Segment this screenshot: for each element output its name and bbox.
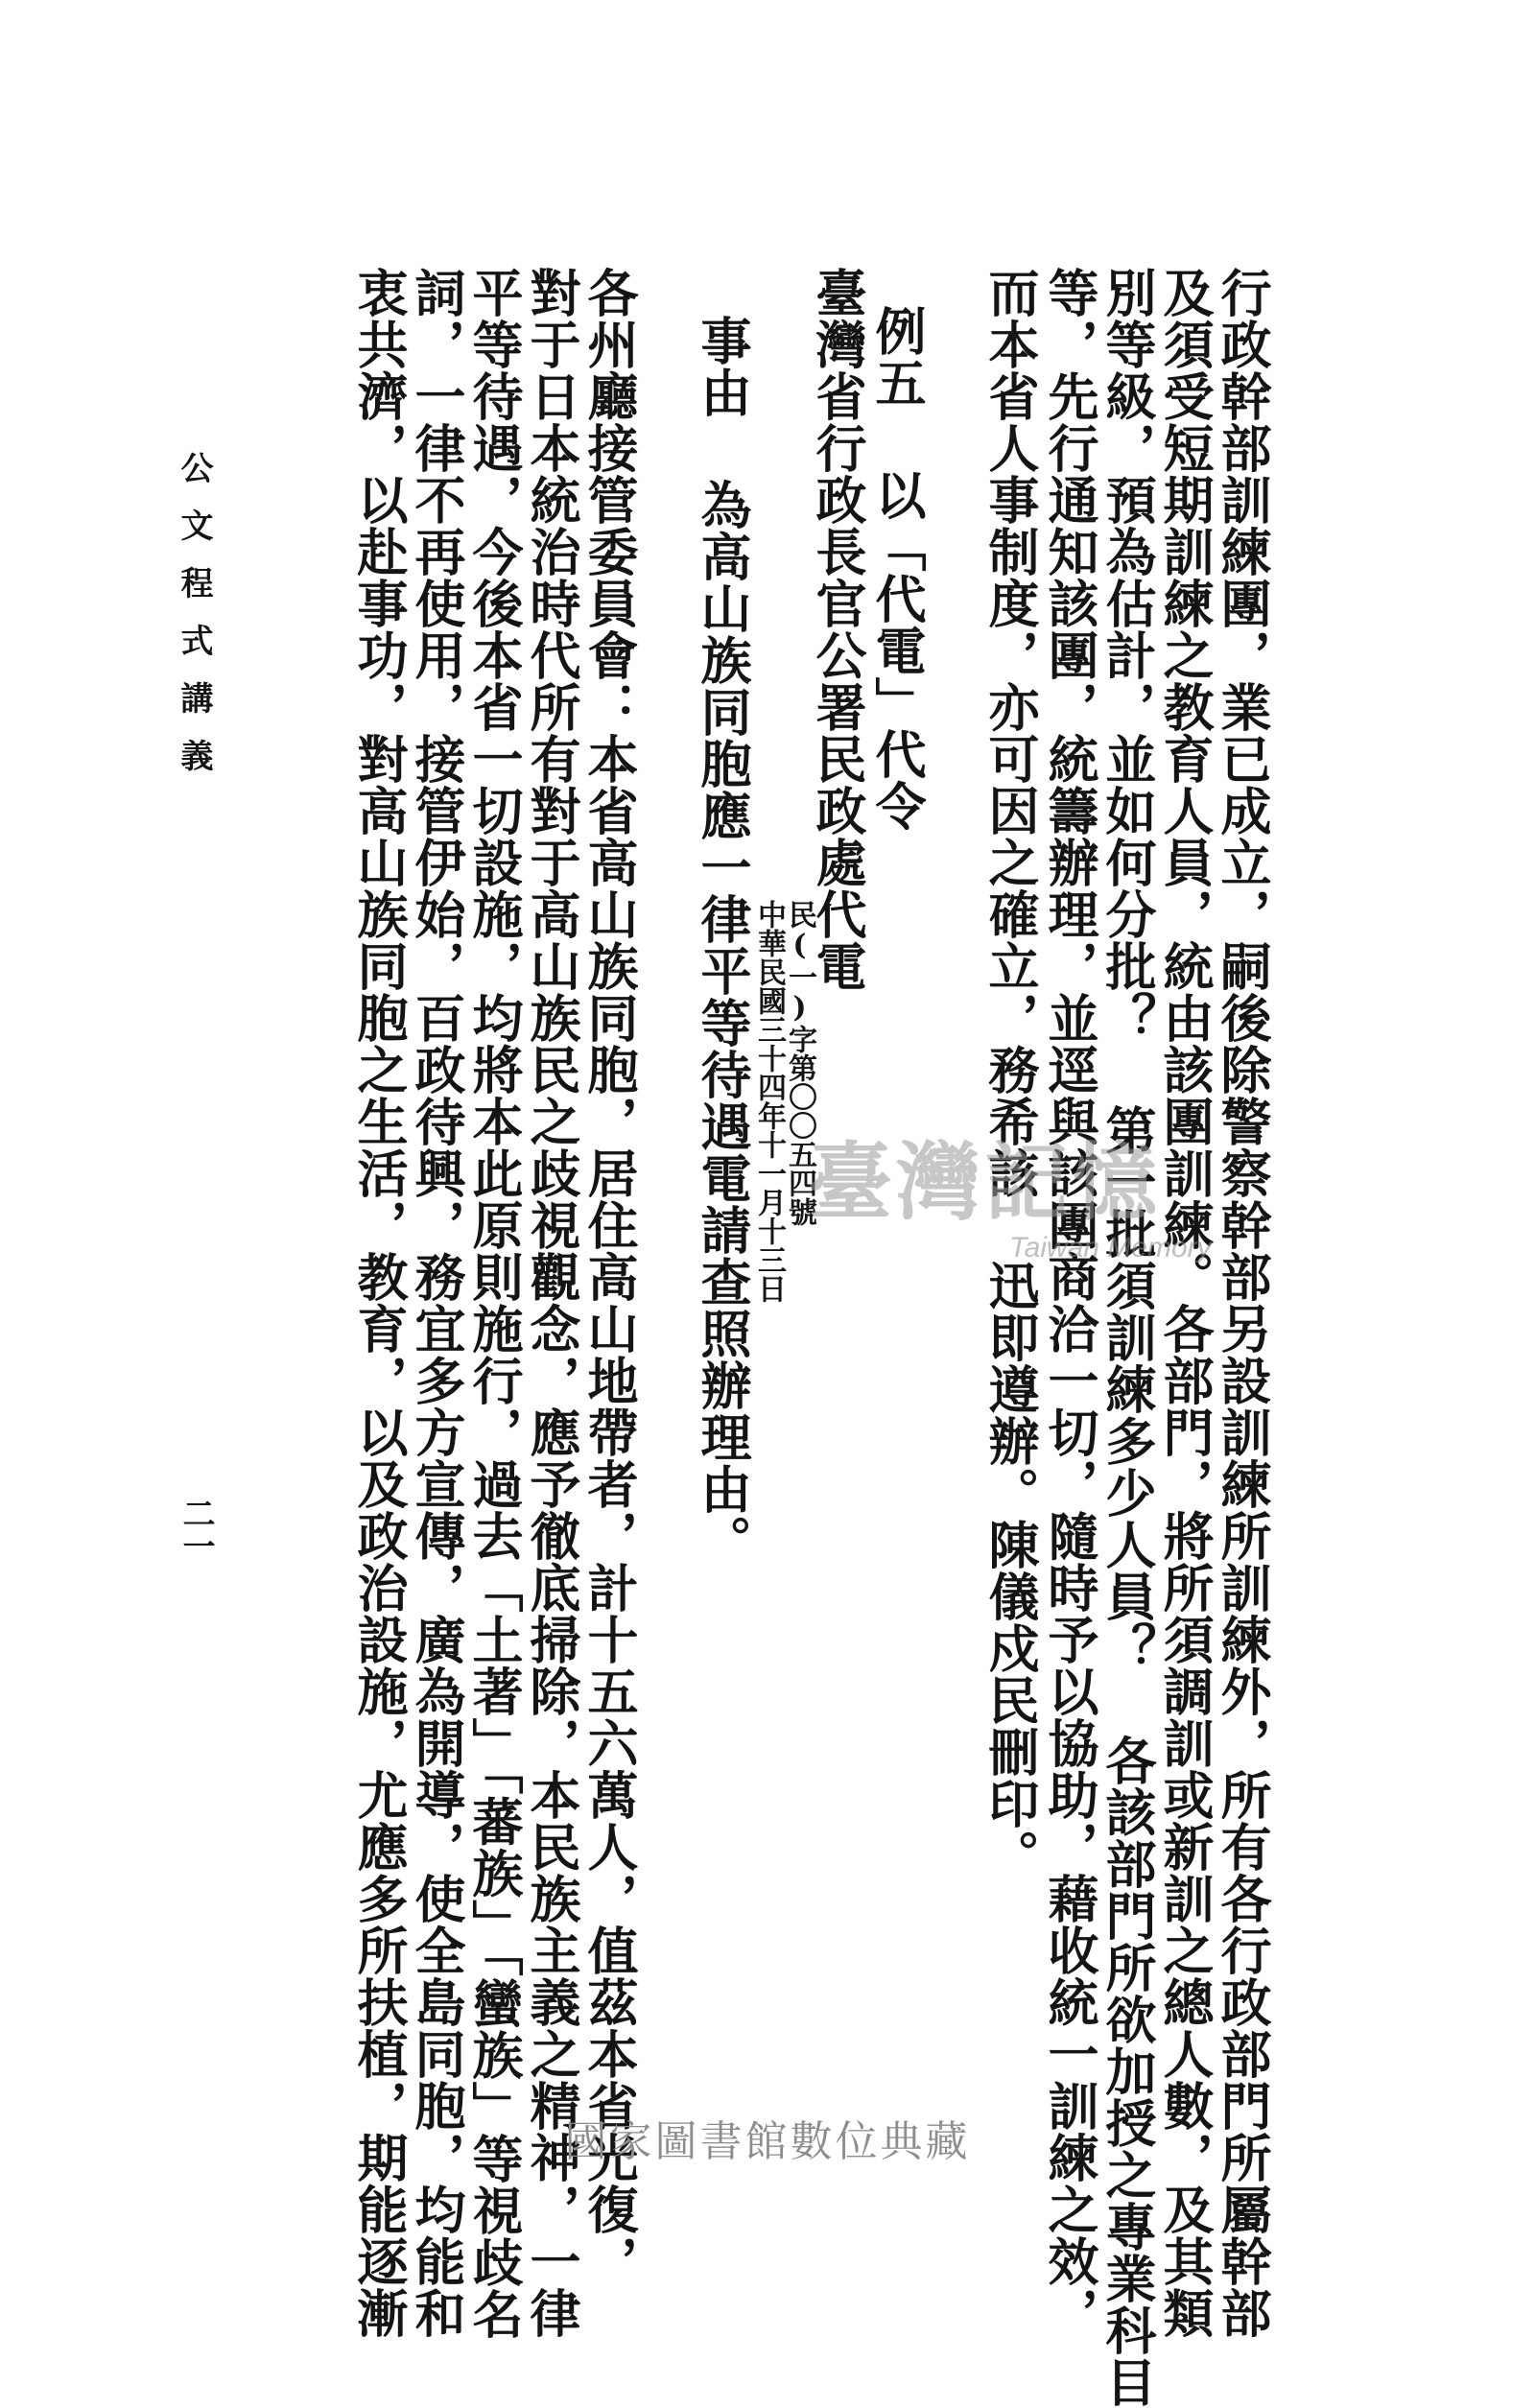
issuer-line: 臺灣省行政長官公署民政處代電 bbox=[808, 267, 867, 992]
running-title: 公文程式講義 bbox=[175, 451, 213, 796]
text-column-9: 各州廳接管委員會：本省高山族同胞，居住高山地帶者，計十五六萬人，值茲本省光復， bbox=[579, 267, 639, 2287]
text-column-5: 而本省人事制度，亦可因之確立，務希該 迅即遵辦。陳儀戍民刪印。 bbox=[980, 267, 1040, 1881]
text-column-2: 及須受短期訓練之教育人員，統由該團訓練。各部門，將所須調訓或新訓之總人數，及其類 bbox=[1155, 267, 1215, 2339]
watermark-main: 臺灣記憶 bbox=[808, 1132, 1162, 1232]
text-column-11: 平等待遇，今後本省一切設施，均將本此原則施行，過去「土著」「蕃族」「蠻族」等視歧名 bbox=[464, 267, 524, 2340]
text-column-12: 詞，一律不再使用，接管伊始，百政待興，務宜多方宣傳，廣為開導，使全島同胞，均能和 bbox=[407, 267, 466, 2339]
page-number: 二一 bbox=[177, 1497, 215, 1562]
footer-credit: 國家圖書館數位典藏 bbox=[564, 2117, 971, 2166]
issue-date: 中華民國三十四年十一月十三日 bbox=[752, 900, 786, 1303]
text-column-10: 對于日本統治時代所有對于高山族民之歧視觀念，應予徹底掃除，本民族主義之精神，一律 bbox=[522, 267, 581, 2339]
text-column-13: 衷共濟，以赴事功，對高山族同胞之生活，教育，以及政治設施，尤應多所扶植，期能逐漸 bbox=[349, 267, 409, 2339]
example-heading: 例五 以「代電」代令 bbox=[867, 305, 927, 832]
text-column-3: 別等級，預為估計，並如何分批？ 第一批須訓練多少人員？ 各該部門所欲加授之專業科目 bbox=[1098, 267, 1157, 2408]
text-column-4: 等，先行通知該團，統籌辦理，並逕與該團商洽一切，隨時予以協助，藉收統一訓練之效， bbox=[1040, 267, 1099, 2339]
subject-line: 事由 為高山族同胞應一律平等待遇電請查照辦理由。 bbox=[693, 315, 752, 1567]
reference-number: 民(一)字第〇〇五四號 bbox=[783, 900, 816, 1226]
text-column-1: 行政幹部訓練團，業已成立，嗣後除警察幹部另設訓練所訓練外，所有各行政部門所屬幹部 bbox=[1213, 267, 1272, 2339]
watermark-sub: Taiwan Memory bbox=[1009, 1232, 1212, 1263]
